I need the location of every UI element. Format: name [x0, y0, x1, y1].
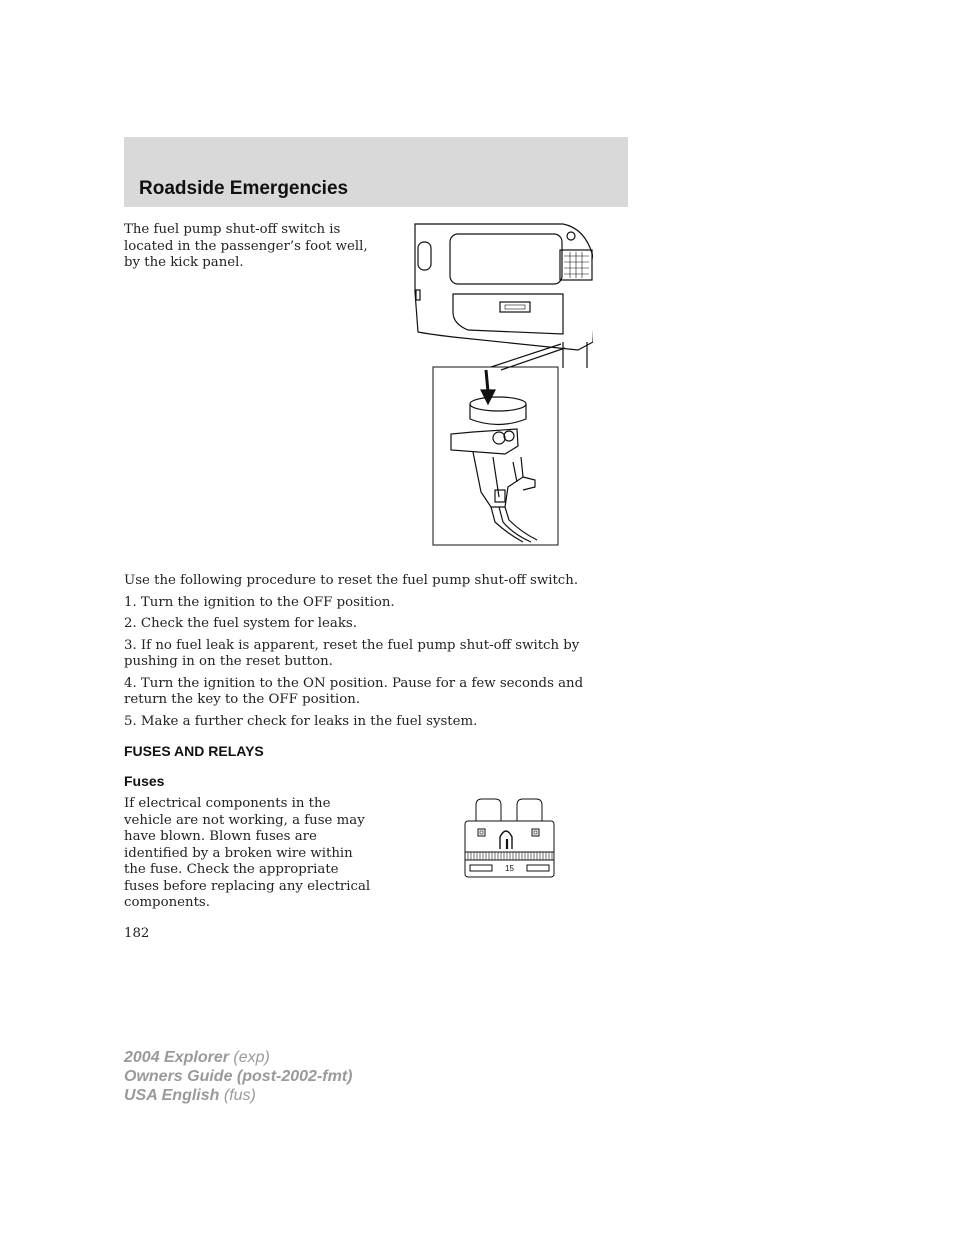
procedure-step: 4. Turn the ignition to the ON position. Pause for a few seconds and return the key to the OFF position. [124, 675, 584, 707]
fuses-relays-heading: FUSES AND RELAYS [124, 743, 264, 759]
footer-line-3 [124, 1086, 352, 1105]
footer-model: 2004 Explorer [124, 1049, 229, 1066]
footer-model-code: (exp) [233, 1049, 270, 1066]
section-title: Roadside Emergencies [139, 178, 349, 199]
procedure-step: 5. Make a further check for leaks in the fuel system. [124, 713, 478, 729]
side-vent [418, 242, 431, 270]
footer-line-2 [124, 1067, 352, 1086]
fuel-pump-switch-illustration [413, 222, 593, 547]
detail-frame [433, 367, 558, 545]
document-footer [124, 1048, 352, 1105]
fuse-amperage-label: 15 [505, 864, 514, 873]
glove-box [450, 234, 562, 284]
fuse-illustration [462, 797, 557, 879]
lower-panel [453, 294, 563, 334]
section-header [124, 137, 628, 207]
page-number: 182 [124, 926, 150, 941]
procedure-step: 1. Turn the ignition to the OFF position. [124, 594, 395, 610]
reset-procedure [124, 573, 604, 735]
procedure-lead: Use the following procedure to reset the fuel pump shut-off switch. [124, 573, 579, 588]
fuses-subheading: Fuses [124, 773, 165, 789]
intro-paragraph: The fuel pump shut-off switch is located in the passenger’s foot well, by the kick panel. [124, 222, 368, 270]
footer-language-code: (fus) [223, 1087, 256, 1104]
procedure-step: 2. Check the fuel system for leaks. [124, 616, 357, 631]
footer-guide: Owners Guide (post-2002-fmt) [124, 1068, 353, 1085]
direction-arrow [486, 370, 488, 392]
fuses-paragraph: If electrical components in the vehicle are not working, a fuse may have blown. Blown fuses are identified by a broken wire within the fuse. Check the appropriate fuses before replacing any electrical components. [124, 796, 371, 910]
footer-line-1 [124, 1048, 352, 1067]
panel-latch [500, 302, 530, 312]
footer-language: USA English [124, 1087, 220, 1104]
procedure-step: 3. If no fuel leak is apparent, reset the fuel pump shut-off switch by pushing in on the reset button. [124, 637, 580, 669]
